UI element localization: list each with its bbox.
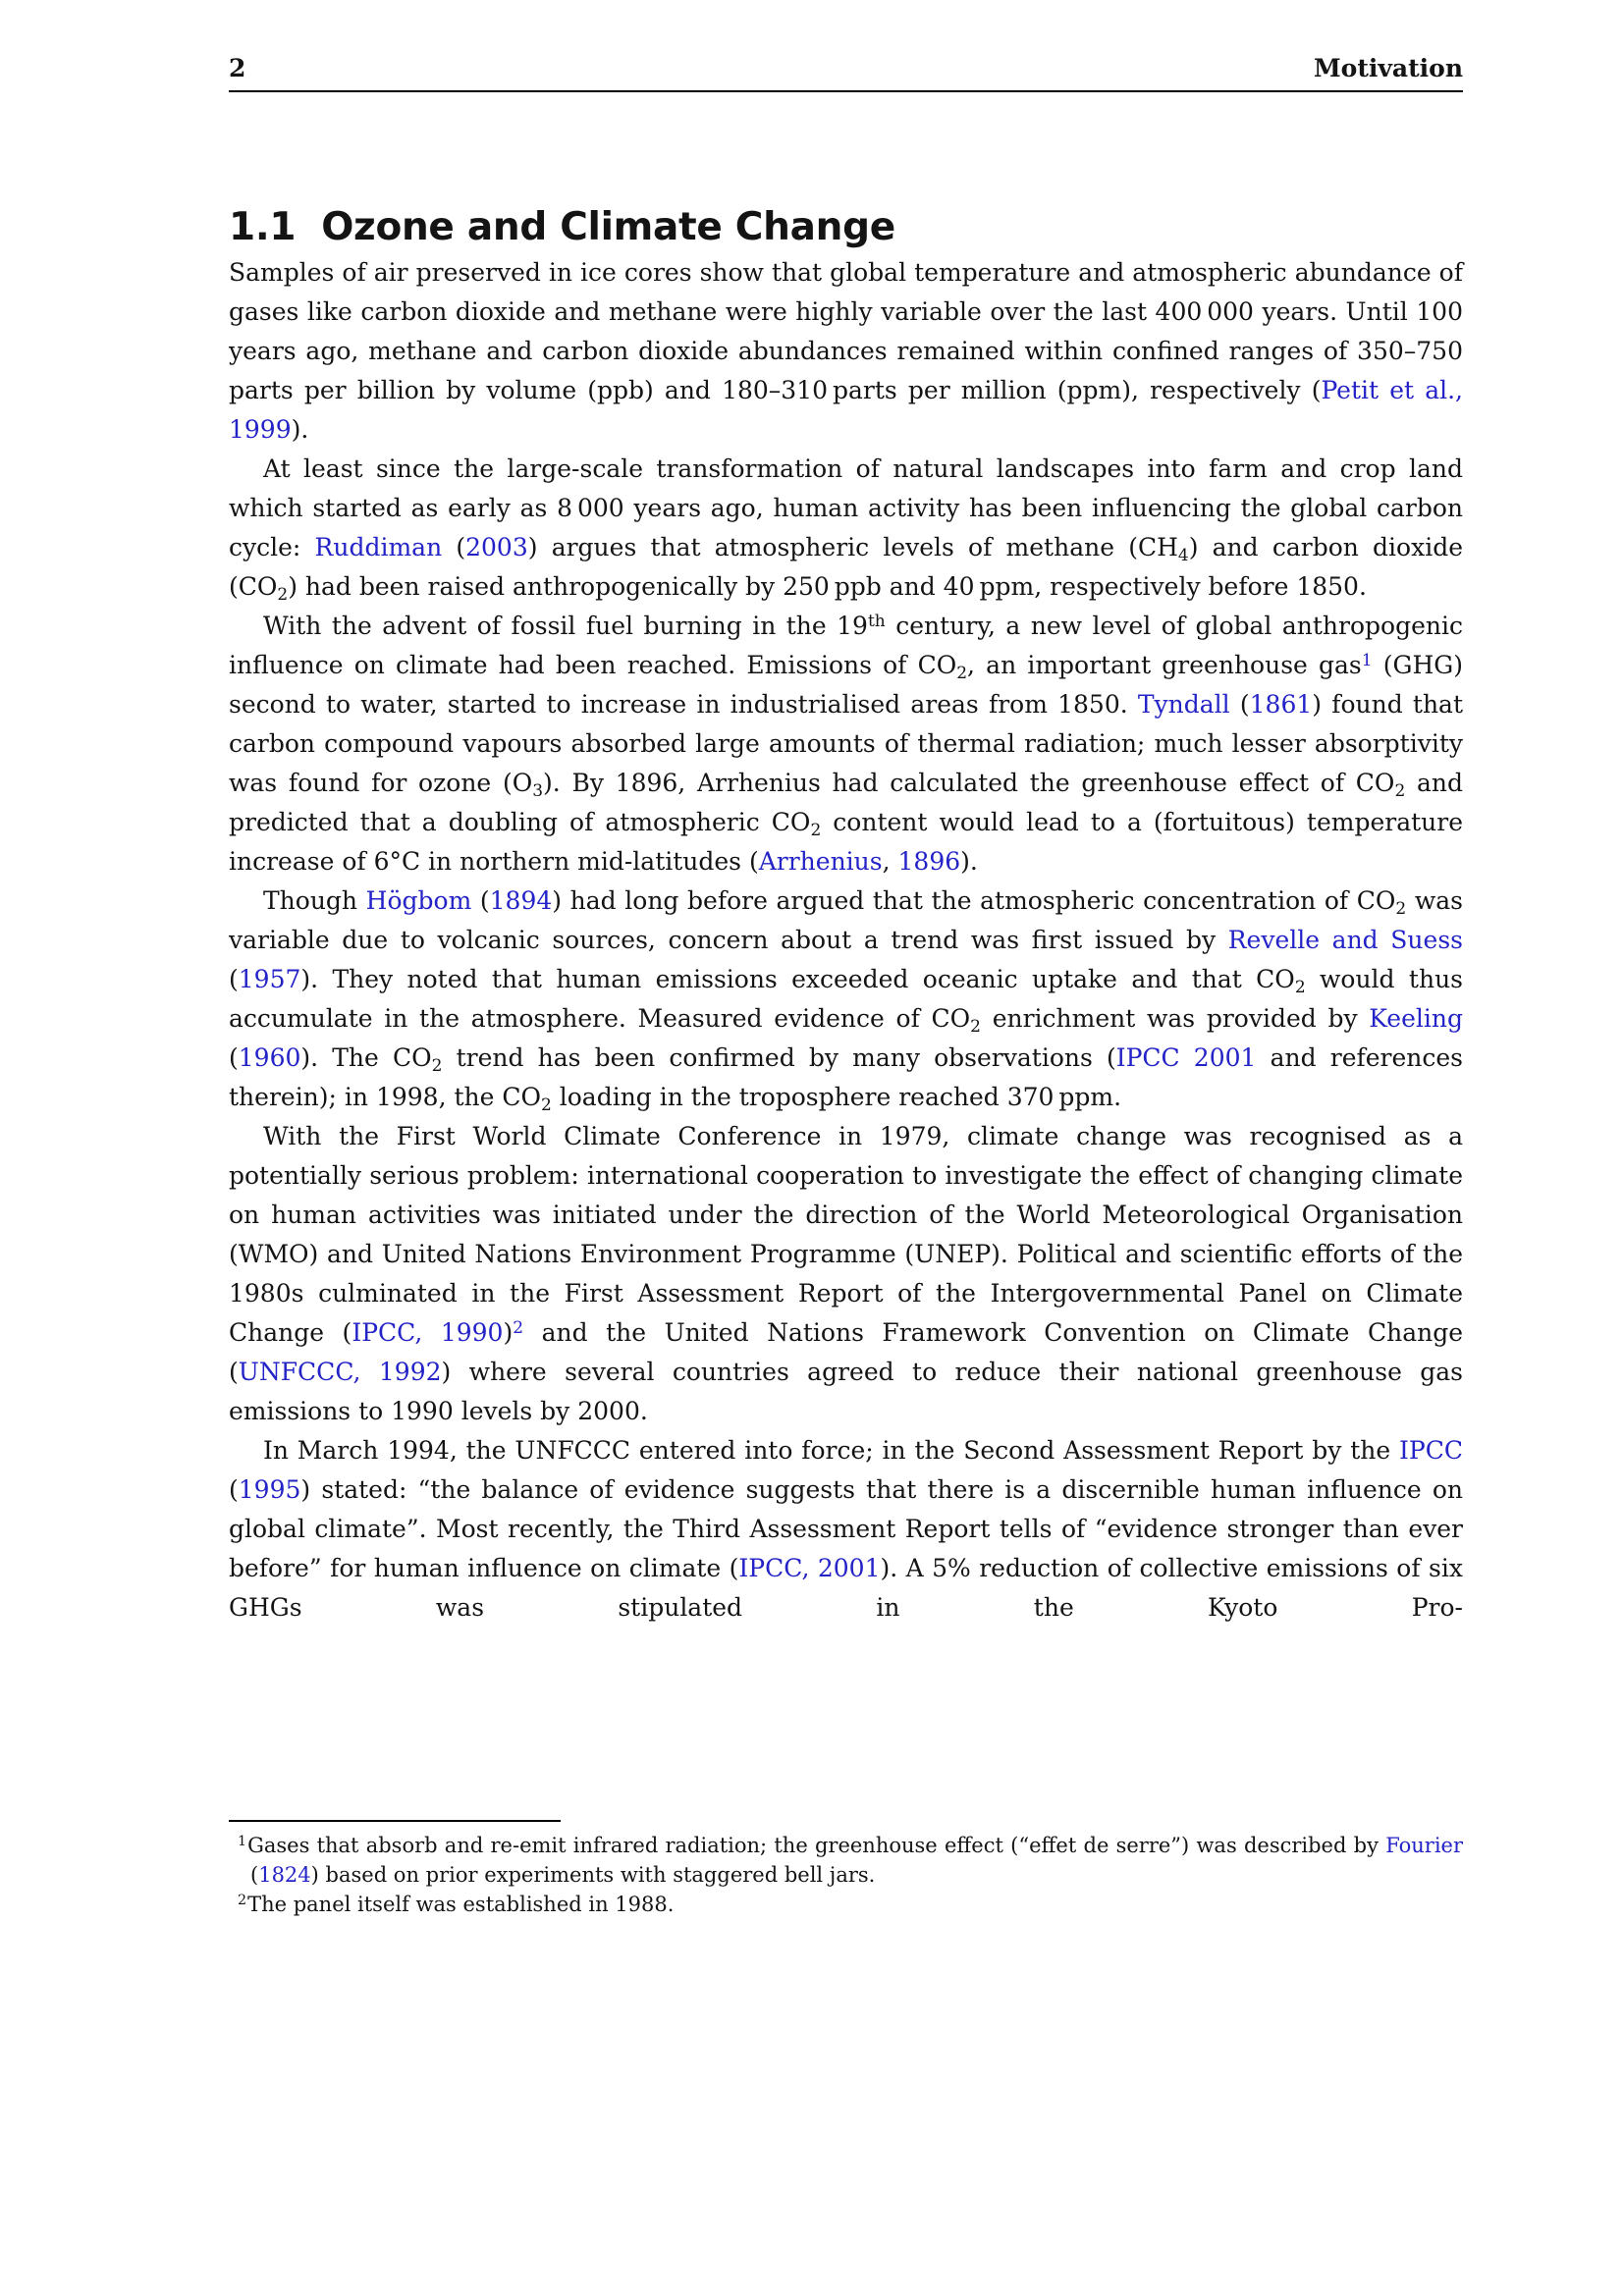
- footnote-rule: [229, 1820, 561, 1822]
- subscript: 2: [431, 1055, 443, 1076]
- subscript: 2: [1294, 977, 1306, 997]
- citation-link[interactable]: 1995: [238, 1475, 301, 1504]
- paragraph: Samples of air preserved in ice cores show that global temperature and atmospheric abundance of gases like carbon dioxide and methane were highly variable over the last 400 000 years. Until 100 years ago, methane and carbon dioxide abundances remained within confined ranges of 350–750 parts per billion by volume (ppb) and 180–310 parts per million (ppm), respectively (Petit et al., 1999).: [229, 258, 1463, 444]
- subscript: 2: [1394, 780, 1406, 801]
- citation-link[interactable]: Ruddiman: [314, 533, 443, 561]
- footnote: $^1$Gases that absorb and re-emit infrared radiation; the greenhouse effect (“effet de serre”) was described by Fourier (1824) based on prior experiments with staggered bell jars.: [238, 1833, 1463, 1887]
- section-title: Ozone and Climate Change: [321, 205, 895, 250]
- page-number: 2: [229, 54, 246, 82]
- paragraph: With the First World Climate Conference in 1979, climate change was recognised as a potentially serious problem: international cooperation to investigate the effect of changing climate on human activities was initiated under the direction of the World Meteorological Organisation (WMO) and United Nations Environment Programme (UNEP). Political and scientific efforts of the 1980s culminated in the First Assessment Report of the Intergovernmental Panel on Climate Change (IPCC, 1990)$^2$ and the United Nations Framework Convention on Climate Change (UNFCCC, 1992) where several countries agreed to reduce their national greenhouse gas emissions to 1990 levels by 2000.: [229, 1122, 1463, 1425]
- subscript: 2: [970, 1016, 981, 1037]
- paragraph: In March 1994, the UNFCCC entered into force; in the Second Assessment Report by the IPCC (1995) stated: “the balance of evidence suggests that there is a discernible human influence on global climate”. Most recently, the Third Assessment Report tells of “evidence stronger than ever before” for human influence on climate (IPCC, 2001). A 5% reduction of collective emissions of six GHGs was stipulated in the Kyoto Pro-: [229, 1436, 1463, 1622]
- subscript: 2: [956, 663, 968, 683]
- page-header: [229, 55, 1463, 92]
- footnote: $^2$The panel itself was established in 1988.: [238, 1892, 675, 1916]
- citation-link[interactable]: Arrhenius: [758, 847, 883, 876]
- subscript: 2: [1395, 898, 1407, 919]
- footnotes-area: [229, 1820, 1463, 1919]
- citation-link[interactable]: IPCC 2001: [1115, 1043, 1257, 1072]
- citation-link[interactable]: Petit et al., 1999: [229, 376, 1463, 444]
- citation-link[interactable]: 1894: [489, 886, 553, 915]
- citation-link[interactable]: 1861: [1249, 690, 1313, 719]
- citation-link[interactable]: Tyndall: [1137, 690, 1230, 719]
- subscript: 2: [810, 820, 822, 840]
- subscript: 2: [277, 584, 289, 605]
- citation-link[interactable]: Revelle and Suess: [1227, 926, 1463, 954]
- footnotes-list: [229, 1831, 1463, 1919]
- subscript: 2: [540, 1095, 552, 1115]
- citation-link[interactable]: Fourier: [1385, 1834, 1463, 1857]
- footnote-ref: [513, 1318, 523, 1338]
- body-text: [229, 253, 1463, 1628]
- citation-link[interactable]: IPCC, 1990: [352, 1318, 504, 1347]
- footnote-ref: [1362, 651, 1373, 670]
- subscript: 3: [532, 780, 544, 801]
- section-number: 1.1: [229, 205, 297, 250]
- citation-link[interactable]: IPCC, 2001: [738, 1554, 881, 1582]
- superscript: th: [867, 611, 886, 631]
- citation-link[interactable]: UNFCCC, 1992: [238, 1358, 442, 1386]
- section-heading: [229, 205, 1463, 250]
- footnote-marker: 1: [238, 1833, 247, 1849]
- citation-link[interactable]: IPCC: [1399, 1436, 1463, 1465]
- footnote-ref-link[interactable]: 2: [513, 1317, 524, 1338]
- paragraph: Though Högbom (1894) had long before argued that the atmospheric concentration of $CO_2$ was variable due to volcanic sources, concern about a trend was first issued by Revelle and Suess (1957). They noted that human emissions exceeded oceanic uptake and that $CO_2$ would thus accumulate in the atmosphere. Measured evidence of $CO_2$ enrichment was provided by Keeling (1960). The $CO_2$ trend has been confirmed by many observations (IPCC 2001 and references therein); in 1998, the $CO_2$ loading in the troposphere reached 370 ppm.: [229, 886, 1464, 1115]
- citation-link[interactable]: 1960: [238, 1043, 301, 1072]
- subscript: 4: [1177, 545, 1189, 565]
- citation-link[interactable]: 1824: [258, 1863, 311, 1887]
- footnote-marker: 2: [238, 1892, 247, 1908]
- running-header: Motivation: [1313, 54, 1463, 82]
- paragraph: With the advent of fossil fuel burning in the 19th century, a new level of global anthropogenic influence on climate had been reached. Emissions of $CO_2$, an important greenhouse gas$^1$ (GHG) second to water, started to increase in industrialised areas from 1850. Tyndall (1861) found that carbon compound vapours absorbed large amounts of thermal radiation; much lesser absorptivity was found for ozone $(O_3)$. By 1896, Arrhenius had calculated the greenhouse effect of $CO_2$ and predicted that a doubling of atmospheric $CO_2$ content would lead to a (fortuitous) temperature increase of 6°C in northern mid-latitudes (Arrhenius, 1896).: [229, 611, 1464, 876]
- citation-link[interactable]: 1896: [897, 847, 961, 876]
- citation-link[interactable]: 2003: [465, 533, 528, 561]
- citation-link[interactable]: 1957: [238, 965, 301, 993]
- footnote-ref-link[interactable]: 1: [1361, 650, 1373, 670]
- citation-link[interactable]: Högbom: [365, 886, 472, 915]
- paragraph: At least since the large-scale transformation of natural landscapes into farm and crop land which started as early as 8 000 years ago, human activity has been influencing the global carbon cycle: Ruddiman (2003) argues that atmospheric levels of methane $(CH_4)$ and carbon dioxide $(CO_2)$ had been raised anthropogenically by 250 ppb and 40 ppm, respectively before 1850.: [229, 454, 1463, 605]
- citation-link[interactable]: Keeling: [1369, 1004, 1463, 1033]
